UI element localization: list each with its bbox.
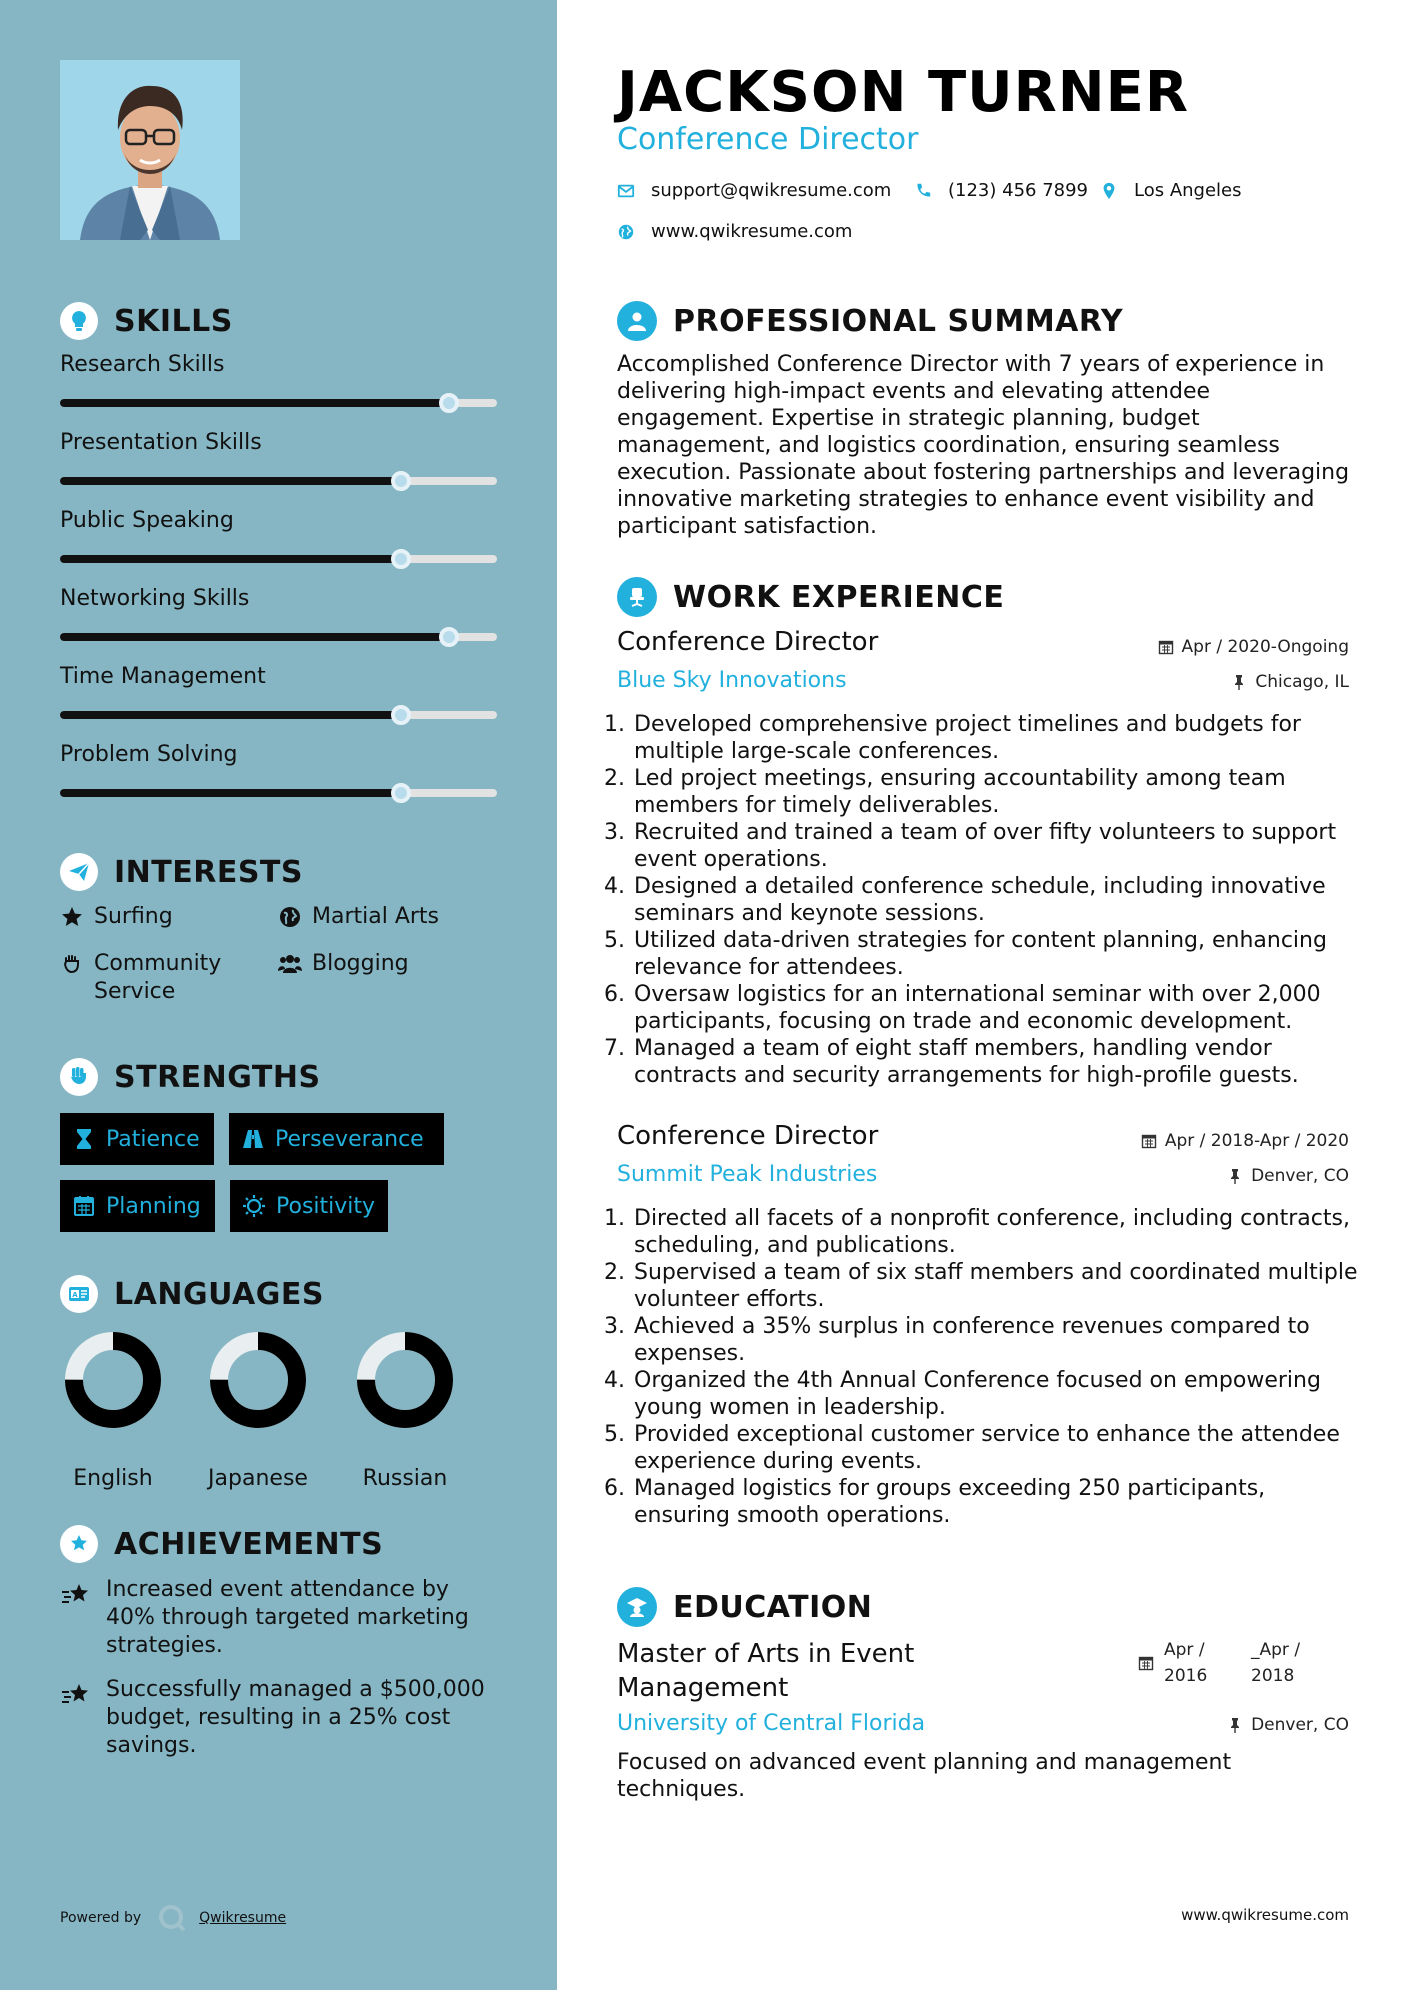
user-icon [617, 301, 657, 341]
language-card-icon [60, 1275, 98, 1313]
skill-item [60, 586, 497, 641]
strength-tag [60, 1180, 215, 1232]
shooting-star-icon [60, 1678, 92, 1710]
contact-website[interactable] [617, 221, 852, 242]
candidate-title: Conference Director [617, 122, 919, 157]
skill-fill [60, 555, 401, 563]
skill-bar [60, 555, 497, 563]
skill-fill [60, 477, 401, 485]
language-label: English [73, 1466, 153, 1491]
list-item: 5. Utilized data-driven strategies for content planning, enhancing relevance for attendees. [604, 928, 1327, 980]
job-dates [1158, 637, 1349, 657]
job-bullets [604, 1205, 1364, 1529]
paper-plane-icon [60, 853, 98, 891]
job-dates-text: Apr / 2018-Apr / 2020 [1164, 1131, 1349, 1151]
calendar-icon [1158, 639, 1174, 655]
calendar-icon [1141, 1133, 1157, 1149]
skill-knob [391, 549, 411, 569]
language-label: Russian [362, 1466, 448, 1491]
skill-item [60, 430, 497, 485]
list-item: 6. Oversaw logistics for an international seminar with over 2,000 participants, focusing on trade and economic development. [604, 982, 1321, 1034]
globe-icon [278, 905, 302, 929]
profile-photo [60, 60, 240, 240]
strength-label: Planning [106, 1193, 201, 1219]
list-item: 2. Led project meetings, ensuring accountability among team members for timely deliverables. [604, 766, 1286, 818]
education-location-text: Denver, CO [1251, 1715, 1349, 1735]
interests-heading [60, 852, 303, 892]
skill-fill [60, 711, 401, 719]
list-item: 3. Recruited and trained a team of over fifty volunteers to support event operations. [604, 820, 1337, 872]
interest-label: Blogging [312, 951, 409, 976]
envelope-icon [617, 182, 635, 200]
email-text: support@qwikresume.com [651, 180, 892, 201]
contact-email[interactable] [617, 180, 891, 201]
skill-knob [439, 627, 459, 647]
degree-title: Master of Arts in Event Management [617, 1639, 915, 1703]
road-icon [241, 1127, 265, 1151]
skill-fill [60, 399, 449, 407]
interest-item [278, 950, 409, 978]
achievement-text: Increased event attendance by 40% through targeted marketing strategies. [106, 1577, 469, 1658]
qwikresume-logo-icon [157, 1903, 187, 1933]
sun-icon [242, 1194, 266, 1218]
skill-knob [391, 705, 411, 725]
powered-by [60, 1903, 286, 1933]
language-ring [208, 1330, 308, 1430]
calendar-icon [72, 1194, 96, 1218]
skills-heading [60, 301, 233, 341]
interest-label: Martial Arts [312, 904, 440, 929]
star-icon [60, 905, 84, 929]
skill-knob [391, 471, 411, 491]
strengths-heading [60, 1057, 321, 1097]
job-location-text: Chicago, IL [1255, 672, 1349, 692]
interest-item [60, 903, 173, 931]
job-dates-text: Apr / 2020-Ongoing [1181, 637, 1349, 657]
candidate-name: JACKSON TURNER [617, 60, 1190, 125]
location-text: Los Angeles [1134, 180, 1242, 201]
strength-tag [230, 1180, 388, 1232]
interest-label: Community Service [94, 951, 222, 1004]
job-title: Conference Director [617, 627, 879, 657]
language-label: Japanese [208, 1466, 308, 1491]
skill-label: Public Speaking [60, 508, 234, 533]
strength-tag [60, 1113, 214, 1165]
job-company: Summit Peak Industries [617, 1162, 878, 1187]
skill-label: Research Skills [60, 352, 225, 377]
summary-heading [617, 300, 1123, 342]
skill-bar [60, 633, 497, 641]
globe-icon [617, 223, 635, 241]
languages-title: LANGUAGES [114, 1276, 324, 1312]
summary-title: PROFESSIONAL SUMMARY [673, 303, 1124, 339]
list-item: 4. Designed a detailed conference schedule, including innovative seminars and keynote sessions. [604, 874, 1326, 926]
list-item: 7. Managed a team of eight staff members, handling vendor contracts and security arrangements for high-profile guests. [604, 1036, 1299, 1088]
graduate-icon [617, 1587, 657, 1627]
interest-item [60, 950, 260, 1006]
strength-label: Patience [106, 1126, 200, 1152]
fist-icon [60, 1058, 98, 1096]
achievements-title: ACHIEVEMENTS [114, 1526, 384, 1562]
education-end-date: _Apr / 2018 [1251, 1640, 1301, 1686]
education-title: EDUCATION [673, 1589, 873, 1625]
education-heading [617, 1586, 872, 1628]
phone-text: (123) 456 7899 [948, 180, 1089, 201]
skill-label: Presentation Skills [60, 430, 262, 455]
skill-item [60, 742, 497, 797]
job-dates [1141, 1131, 1349, 1151]
school-name: University of Central Florida [617, 1711, 926, 1736]
achievement-item [60, 1576, 500, 1660]
list-item: 5. Provided exceptional customer service to enhance the attendee experience during events. [604, 1422, 1340, 1474]
language-ring [355, 1330, 455, 1430]
trophy-star-icon [60, 1525, 98, 1563]
pushpin-icon [1231, 674, 1247, 690]
qwikresume-link[interactable]: Qwikresume [199, 1910, 287, 1926]
languages-heading [60, 1274, 324, 1314]
shooting-star-icon [60, 1578, 92, 1610]
strength-label: Positivity [276, 1193, 376, 1219]
contact-location [1100, 180, 1242, 201]
hand-icon [60, 952, 84, 976]
footer-url[interactable]: www.qwikresume.com [1181, 1906, 1349, 1924]
powered-by-label: Powered by [60, 1910, 142, 1926]
skill-fill [60, 633, 449, 641]
interest-item [278, 903, 439, 931]
skill-item [60, 664, 497, 719]
sidebar [0, 0, 557, 1990]
contact-phone[interactable] [914, 180, 1088, 201]
skill-bar [60, 477, 497, 485]
skill-label: Problem Solving [60, 742, 238, 767]
skill-fill [60, 789, 401, 797]
experience-title: WORK EXPERIENCE [673, 579, 1005, 615]
skill-item [60, 352, 497, 407]
list-item: 6. Managed logistics for groups exceeding 250 participants, ensuring smooth operations. [604, 1476, 1266, 1528]
strength-tag [229, 1113, 444, 1165]
education-description: Focused on advanced event planning and management techniques. [617, 1750, 1232, 1802]
list-item: 1. Developed comprehensive project timelines and budgets for multiple large-scale conferences. [604, 712, 1301, 764]
skills-title: SKILLS [114, 303, 233, 339]
job-title: Conference Director [617, 1121, 879, 1151]
achievements-heading [60, 1524, 383, 1564]
education-start-date: Apr / 2016 [1164, 1640, 1208, 1686]
skill-knob [439, 393, 459, 413]
lightbulb-icon [60, 302, 98, 340]
svg-text:A: A [72, 1291, 78, 1299]
job-company: Blue Sky Innovations [617, 668, 847, 693]
hourglass-icon [72, 1127, 96, 1151]
language-ring [63, 1330, 163, 1430]
users-icon [278, 952, 302, 976]
website-text: www.qwikresume.com [651, 221, 853, 242]
interest-label: Surfing [94, 904, 173, 929]
language-item [53, 1330, 173, 1491]
skill-bar [60, 789, 497, 797]
job-location-text: Denver, CO [1251, 1166, 1349, 1186]
list-item: 2. Supervised a team of six staff members and coordinated multiple volunteer efforts. [604, 1260, 1358, 1312]
skill-bar [60, 711, 497, 719]
pushpin-icon [1227, 1168, 1243, 1184]
skill-label: Time Management [60, 664, 266, 689]
skill-knob [391, 783, 411, 803]
calendar-icon [1138, 1655, 1154, 1671]
skill-item [60, 508, 497, 563]
achievement-text: Successfully managed a $500,000 budget, resulting in a 25% cost savings. [106, 1677, 485, 1758]
job-location [1231, 672, 1349, 692]
list-item: 1. Directed all facets of a nonprofit conference, including contracts, scheduling, and publications. [604, 1206, 1350, 1258]
list-item: 3. Achieved a 35% surplus in conference revenues compared to expenses. [604, 1314, 1310, 1366]
strengths-title: STRENGTHS [114, 1059, 321, 1095]
list-item: 4. Organized the 4th Annual Conference focused on empowering young women in leadership. [604, 1368, 1321, 1420]
job-location [1227, 1166, 1349, 1186]
pushpin-icon [1227, 1717, 1243, 1733]
summary-text: Accomplished Conference Director with 7 years of experience in delivering high-impact events and elevating attendee engagement. Expertise in strategic planning, budget management, and logistics coordination, ensuring seamless execution. Passionate about fostering partnerships and leveraging innovative marketing strategies to enhance event visibility and participant satisfaction. [617, 352, 1350, 539]
language-item [198, 1330, 318, 1491]
map-pin-icon [1100, 182, 1118, 200]
language-item [345, 1330, 465, 1491]
skill-bar [60, 399, 497, 407]
job-bullets [604, 711, 1364, 1089]
interests-title: INTERESTS [114, 854, 303, 890]
phone-icon [914, 182, 932, 200]
experience-heading [617, 576, 1004, 618]
achievement-item [60, 1676, 500, 1760]
office-chair-icon [617, 577, 657, 617]
strength-label: Perseverance [275, 1126, 424, 1152]
skill-label: Networking Skills [60, 586, 250, 611]
education-location [1227, 1715, 1349, 1735]
